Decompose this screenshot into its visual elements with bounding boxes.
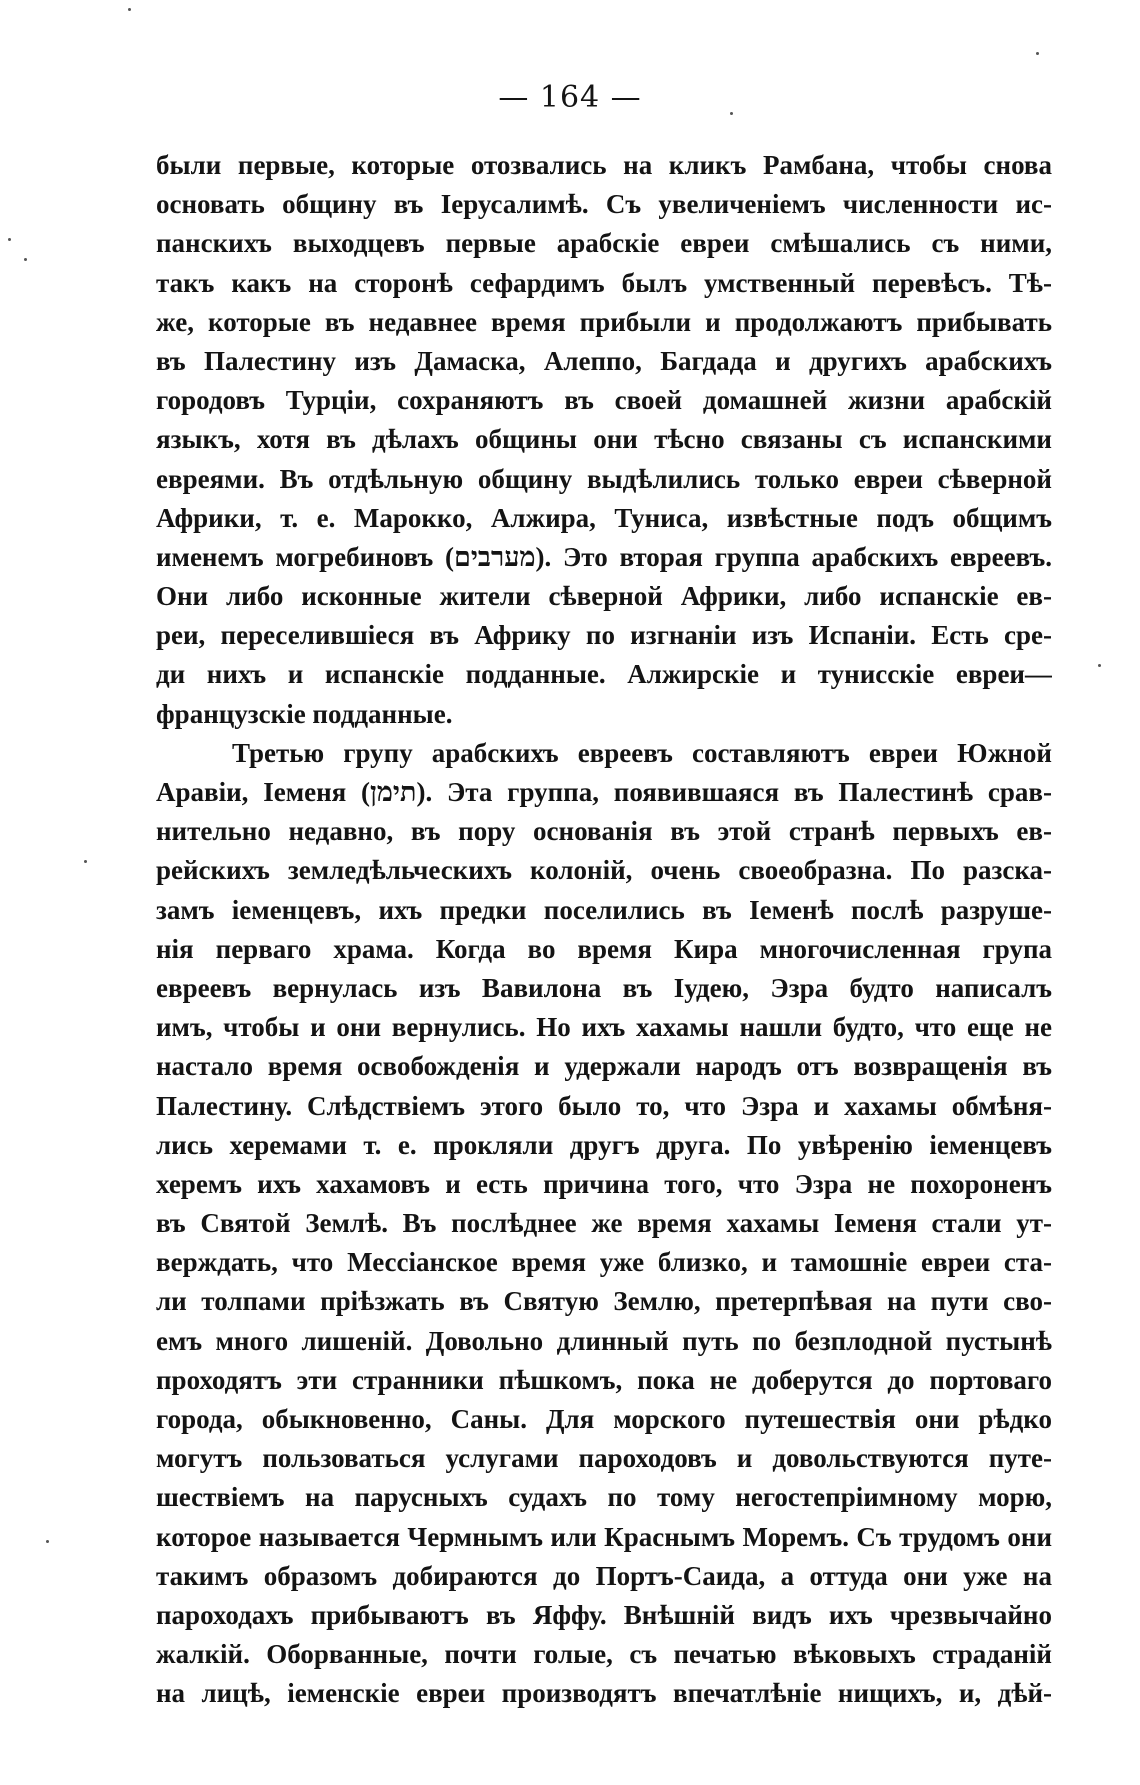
text-line: языкъ, хотя въ дѣлахъ общины они тѣсно связаны съ испанскими — [156, 424, 1052, 455]
text-line: основать общину въ Іерусалимѣ. Съ увеличеніемъ численности ис- — [156, 189, 1052, 220]
page-number: — 164 — — [498, 80, 642, 115]
text-line: въ Святой Землѣ. Въ послѣднее же время хахамы Іеменя стали ут- — [156, 1208, 1052, 1239]
scan-speck — [1036, 52, 1039, 55]
scan-speck — [8, 238, 11, 241]
text-line: нительно недавно, въ пору основанія въ этой странѣ первыхъ ев- — [156, 816, 1052, 847]
text-line: пароходахъ прибываютъ въ Яффу. Внѣшній видъ ихъ чрезвычайно — [156, 1599, 1052, 1630]
text-line: евреями. Въ отдѣльную общину выдѣлились только евреи сѣверной — [156, 463, 1052, 494]
text-line: въ Палестину изъ Дамаска, Алеппо, Багдада и другихъ арабскихъ — [156, 345, 1052, 376]
text-line: настало время освобожденія и удержали народъ отъ возвращенія въ — [156, 1051, 1052, 1082]
text-line: херемъ ихъ хахамовъ и есть причина того, что Эзра не похороненъ — [156, 1168, 1052, 1199]
text-body — [156, 146, 1052, 1714]
text-line: имъ, чтобы и они вернулись. Но ихъ хахамы нашли будто, что еще не — [156, 1012, 1052, 1043]
text-line: Аравіи, Іеменя (תימן). Эта группа, появившаяся въ Палестинѣ срав- — [156, 777, 1052, 807]
scan-speck — [46, 1540, 49, 1543]
text-line: французскіе подданные. — [156, 698, 453, 729]
scan-speck — [730, 112, 733, 115]
text-line: же, которые въ недавнее время прибыли и продолжаютъ прибывать — [156, 306, 1052, 337]
text-line: Африки, т. е. Марокко, Алжира, Туниса, извѣстные подъ общимъ — [156, 502, 1052, 533]
text-line: рейскихъ земледѣльческихъ колоній, очень своеобразна. По разска- — [156, 855, 1052, 886]
text-line: ли толпами пріѣзжать въ Святую Землю, претерпѣвая на пути сво- — [156, 1286, 1052, 1317]
text-line: нія перваго храма. Когда во время Кира многочисленная група — [156, 933, 1052, 964]
text-line: емъ много лишеній. Довольно длинный путь по безплодной пустынѣ — [156, 1325, 1052, 1356]
text-line: которое называется Чермнымъ или Краснымъ Моремъ. Съ трудомъ они — [156, 1521, 1052, 1552]
text-line: замъ іеменцевъ, ихъ предки поселились въ Іеменѣ послѣ разруше- — [156, 894, 1052, 925]
text-line: города, обыкновенно, Саны. Для морского путешествія они рѣдко — [156, 1404, 1052, 1434]
scan-speck — [24, 258, 27, 261]
text-line: реи, переселившіеся въ Африку по изгнаніи изъ Испаніи. Есть сре- — [156, 620, 1052, 651]
text-line: проходятъ эти странники пѣшкомъ, пока не доберутся до портоваго — [156, 1364, 1052, 1395]
scan-speck — [84, 860, 87, 863]
text-line: могутъ пользоваться услугами пароходовъ и довольствуются путе- — [156, 1443, 1052, 1474]
scan-speck — [128, 8, 131, 11]
text-line: Третью групу арабскихъ евреевъ составляютъ евреи Южной — [232, 737, 1052, 768]
text-line: такъ какъ на сторонѣ сефардимъ былъ умственный перевѣсъ. Тѣ- — [156, 267, 1052, 298]
scan-speck — [1098, 664, 1101, 667]
text-line: на лицѣ, іеменскіе евреи производятъ впечатлѣніе нищихъ, и, дѣй- — [156, 1678, 1052, 1709]
text-line: были первые, которые отозвались на кликъ Рамбана, чтобы снова — [156, 150, 1052, 180]
text-line: Палестину. Слѣдствіемъ этого было то, что Эзра и хахамы обмѣня- — [156, 1090, 1052, 1121]
text-line: ди нихъ и испанскіе подданные. Алжирскіе и тунисскіе евреи— — [156, 659, 1052, 690]
text-line: панскихъ выходцевъ первые арабскіе евреи смѣшались съ ними, — [156, 228, 1052, 259]
text-line: городовъ Турціи, сохраняютъ въ своей домашней жизни арабскій — [156, 385, 1052, 416]
text-line: Они либо исконные жители сѣверной Африки, либо испанскіе ев- — [156, 581, 1052, 612]
text-line: верждать, что Мессіанское время уже близко, и тамошніе евреи ста- — [156, 1247, 1052, 1278]
text-line: шествіемъ на парусныхъ судахъ по тому негостепріимному морю, — [156, 1482, 1052, 1513]
text-line: именемъ могребиновъ (מערבים). Это вторая группа арабскихъ евреевъ. — [156, 541, 1052, 572]
text-line: такимъ образомъ добираются до Портъ-Саида, а оттуда они уже на — [156, 1560, 1052, 1591]
text-line: евреевъ вернулась изъ Вавилона въ Іудею, Эзра будто написалъ — [156, 972, 1052, 1003]
text-line: лись херемами т. е. прокляли другъ друга. По увѣренію іеменцевъ — [156, 1129, 1052, 1160]
text-line: жалкій. Оборванные, почти голые, съ печатью вѣковыхъ страданій — [156, 1639, 1052, 1670]
